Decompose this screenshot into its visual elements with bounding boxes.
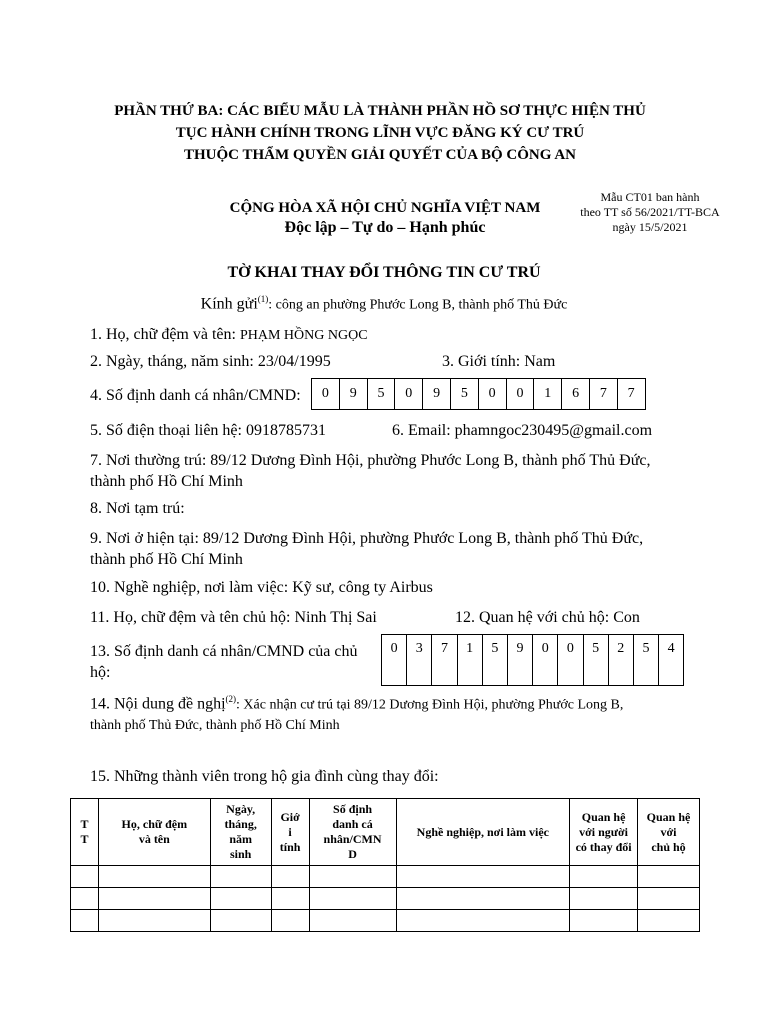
field-id-label: 4. Số định danh cá nhân/CMND: [90,387,301,404]
members-table [70,798,700,932]
table-row [71,866,700,888]
head-id-digit: 5 [633,635,658,685]
recipient-note: (1) [257,294,269,304]
full-name-value: PHẠM HỒNG NGỌC [239,328,368,343]
head-id-digit: 2 [608,635,633,685]
nation-name: CỘNG HÒA XÃ HỘI CHỦ NGHĨA VIỆT NAM [229,200,541,216]
id-digit: 0 [478,379,506,409]
header-id-number: Số định danh cá nhân/CMN D [309,799,396,866]
id-digit: 7 [589,379,617,409]
head-id-digit: 1 [457,635,482,685]
national-motto: Độc lập – Tự do – Hạnh phúc [284,219,486,236]
id-digit: 5 [450,379,478,409]
form-title: TỜ KHAI THAY ĐỔI THÔNG TIN CƯ TRÚ [227,264,541,281]
head-id-digit: 3 [406,635,431,685]
id-digit: 9 [422,379,450,409]
recipient-line [0,294,768,313]
form-number [565,190,735,235]
head-id-digit: 0 [390,641,398,656]
field-birth-date: 2. Ngày, tháng, năm sinh: 23/04/1995 [90,353,331,370]
head-id-label-line-2: hộ: [90,664,111,681]
form-number-line-1: Mẫu CT01 ban hành [600,190,700,204]
permanent-address-line-1: 7. Nơi thường trú: 89/12 Dương Đình Hội, phường Phước Long B, thành phố Thủ Đức, [90,452,651,469]
current-address-line-2: thành phố Hồ Chí Minh [90,551,243,568]
head-id-digit: 0 [557,635,582,685]
field-members-heading: 15. Những thành viên trong hộ gia đình cùng thay đổi: [90,768,439,785]
id-digit: 6 [561,379,589,409]
head-id-label-line-1: 13. Số định danh cá nhân/CMND của chủ [90,643,358,660]
field-gender: 3. Giới tính: Nam [442,353,556,370]
permanent-address-line-2: thành phố Hồ Chí Minh [90,473,243,490]
form-number-line-3: ngày 15/5/2021 [612,220,688,234]
head-id-digit: 5 [482,635,507,685]
field-permanent-address [90,450,650,492]
request-value-line-1: : Xác nhận cư trú tại 89/12 Dương Đình Hội, phường Phước Long B, [236,697,624,713]
field-temporary-address: 8. Nơi tạm trú: [90,500,185,517]
table-row [71,888,700,910]
full-name-label: 1. Họ, chữ đệm và tên: [90,326,240,343]
head-id-digit: 4 [658,635,683,685]
request-note: (2) [225,694,237,704]
field-head-id-label [90,641,358,683]
current-address-line-1: 9. Nơi ở hiện tại: 89/12 Dương Đình Hội, phường Phước Long B, thành phố Thủ Đức, [90,530,644,547]
head-id-digit: 0 [532,635,557,685]
recipient-label: Kính gửi [200,295,258,313]
head-id-digit: 5 [583,635,608,685]
field-current-address [90,528,643,570]
table-header-row [71,799,700,866]
id-digit: 5 [367,379,395,409]
header-relation-changer: Quan hệ với người có thay đổi [570,799,638,866]
header-relation-head: Quan hệ với chủ hộ [638,799,700,866]
part-title-line-1: PHẦN THỨ BA: CÁC BIỂU MẪU LÀ THÀNH PHẦN HỒ SƠ THỰC HIỆN THỦ [114,103,646,119]
field-phone: 5. Số điện thoại liên hệ: 0918785731 [90,422,326,439]
table-row [71,910,700,932]
field-relation-to-head: 12. Quan hệ với chủ hộ: Con [455,609,640,626]
form-number-line-2: theo TT số 56/2021/TT-BCA [580,205,720,219]
head-id-digit: 9 [507,635,532,685]
id-digit: 0 [394,379,422,409]
header-no: T T [71,799,99,866]
head-id-number-boxes [381,634,684,686]
request-label: 14. Nội dung đề nghị [90,695,226,713]
id-digit: 9 [339,379,367,409]
field-email: 6. Email: phamngoc230495@gmail.com [392,422,653,439]
id-number-boxes [311,378,646,410]
field-full-name [90,324,368,346]
request-value-line-2: thành phố Thủ Đức, thành phố Hồ Chí Minh [90,718,340,734]
part-title-line-2: TỤC HÀNH CHÍNH TRONG LĨNH VỰC ĐĂNG KÝ CƯ TRÚ [175,125,585,141]
field-household-head: 11. Họ, chữ đệm và tên chủ hộ: Ninh Thị Sai [90,609,377,626]
id-digit: 7 [617,379,645,409]
field-occupation: 10. Nghề nghiệp, nơi làm việc: Kỹ sư, công ty Airbus [90,579,433,596]
national-header [200,198,570,238]
header-occupation: Nghề nghiệp, nơi làm việc [396,799,570,866]
id-digit: 0 [506,379,534,409]
recipient-value: : công an phường Phước Long B, thành phố Thủ Đức [268,297,568,313]
id-digit: 1 [533,379,561,409]
header-name: Họ, chữ đệm và tên [98,799,210,866]
field-request-content [90,689,623,736]
part-title [100,100,660,166]
part-title-line-3: THUỘC THẨM QUYỀN GIẢI QUYẾT CỦA BỘ CÔNG AN [184,147,576,163]
id-digit: 0 [321,386,329,401]
head-id-digit: 7 [431,635,456,685]
header-birth-date: Ngày, tháng, năm sinh [210,799,271,866]
header-gender: Giớ i tính [271,799,309,866]
